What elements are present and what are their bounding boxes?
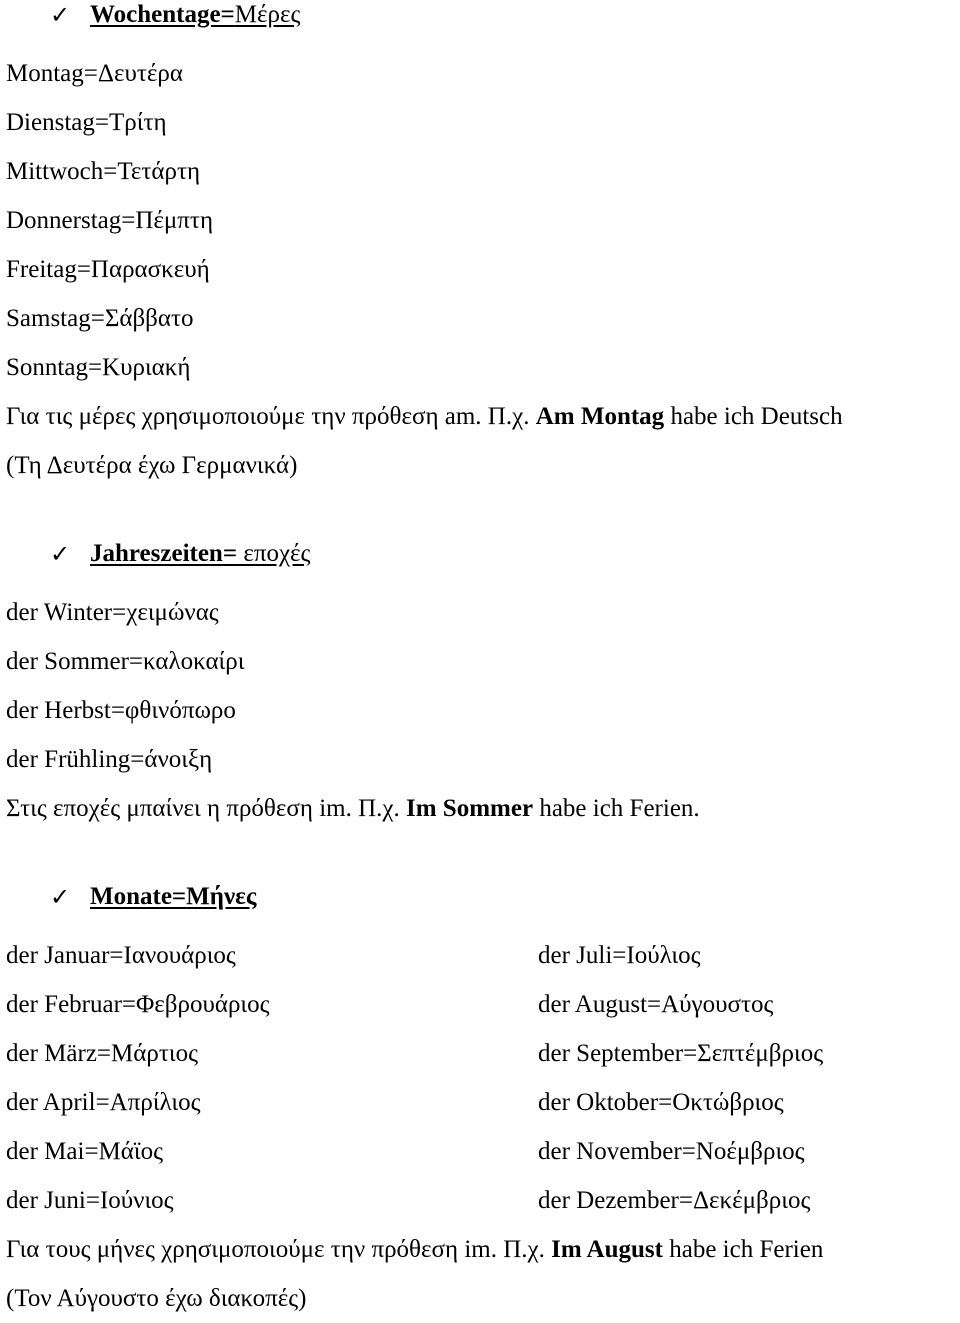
seasons-note <box>6 784 956 833</box>
season-item: der Sommer=καλοκαίρι <box>6 648 245 675</box>
month-item: der Mai=Μάϊος <box>6 1138 163 1165</box>
months-note-translation: (Τον Αύγουστο έχω διακοπές) <box>6 1285 307 1312</box>
weekday-item: Dienstag=Τρίτη <box>6 109 167 136</box>
months-row <box>6 1078 956 1127</box>
weekdays-heading-text <box>90 0 300 30</box>
weekdays-note-example: Am Montag <box>535 403 665 430</box>
checkmark-icon: ✓ <box>50 1 71 29</box>
seasons-note-example: Im Sommer <box>406 795 534 822</box>
months-note-example: Im August <box>551 1236 663 1263</box>
season-item: der Frühling=άνοιξη <box>6 746 213 773</box>
month-item: der Februar=Φεβρουάριος <box>6 991 270 1018</box>
months-note-prefix: Για τους μήνες χρησιμοποιούμε την πρόθεση im. Π.χ. <box>6 1236 552 1263</box>
month-item: der März=Μάρτιος <box>6 1040 198 1067</box>
weekdays-note <box>6 392 956 441</box>
months-row <box>6 1176 956 1225</box>
weekday-item: Mittwoch=Τετάρτη <box>6 158 201 185</box>
months-row <box>6 980 956 1029</box>
months-heading-de: Monate <box>90 883 172 910</box>
month-item: der November=Νοέμβριος <box>538 1138 805 1165</box>
season-item: der Winter=χειμώνας <box>6 599 219 626</box>
document-page <box>6 0 956 1323</box>
month-item: der Januar=Ιανουάριος <box>6 942 236 969</box>
weekdays-note-suffix: habe ich Deutsch <box>664 403 843 430</box>
weekday-item: Donnerstag=Πέμπτη <box>6 207 214 234</box>
seasons-heading <box>6 539 956 588</box>
month-item: der Juni=Ιούνιος <box>6 1187 174 1214</box>
spacer <box>6 490 956 539</box>
month-item: der September=Σεπτέμβριος <box>538 1040 824 1067</box>
section-weekdays <box>6 0 956 490</box>
month-item: der April=Απρίλιος <box>6 1089 201 1116</box>
weekday-item: Freitag=Παρασκευή <box>6 256 210 283</box>
months-row <box>6 1029 956 1078</box>
months-note-suffix: habe ich Ferien <box>662 1236 824 1263</box>
weekdays-note-prefix: Για τις μέρες χρησιμοποιούμε την πρόθεση am. Π.χ. <box>6 403 536 430</box>
season-item: der Herbst=φθινόπωρο <box>6 697 236 724</box>
month-item: der August=Αύγουστος <box>538 991 774 1018</box>
months-heading-gr: Μήνες <box>186 883 257 910</box>
weekday-item: Samstag=Σάββατο <box>6 305 194 332</box>
month-item: der Oktober=Οκτώβριος <box>538 1089 784 1116</box>
months-heading-text <box>90 882 256 912</box>
months-row <box>6 1127 956 1176</box>
seasons-heading-gr: εποχές <box>237 540 311 567</box>
months-heading <box>6 882 956 931</box>
months-heading-sep: = <box>171 883 187 910</box>
weekday-item: Sonntag=Κυριακή <box>6 354 191 381</box>
month-item: der Juli=Ιούλιος <box>538 942 701 969</box>
seasons-note-suffix: habe ich Ferien. <box>533 795 700 822</box>
weekdays-heading-sep: = <box>220 1 235 28</box>
spacer <box>6 833 956 882</box>
seasons-heading-de: Jahreszeiten <box>90 540 223 567</box>
month-item: der Dezember=Δεκέμβριος <box>538 1187 811 1214</box>
seasons-note-prefix: Στις εποχές μπαίνει η πρόθεση im. Π.χ. <box>6 795 406 822</box>
seasons-heading-text <box>90 539 310 569</box>
weekday-item: Montag=Δευτέρα <box>6 60 183 87</box>
weekdays-heading-gr: Μέρες <box>234 1 301 28</box>
checkmark-icon: ✓ <box>50 883 71 911</box>
weekdays-heading <box>6 0 956 49</box>
seasons-heading-sep: = <box>222 540 238 567</box>
weekdays-note-translation: (Τη Δευτέρα έχω Γερμανικά) <box>6 452 298 479</box>
months-row <box>6 931 956 980</box>
months-note <box>6 1225 956 1274</box>
weekdays-heading-de: Wochentage <box>90 1 221 28</box>
checkmark-icon: ✓ <box>50 540 71 568</box>
section-months <box>6 882 956 1323</box>
section-seasons <box>6 539 956 833</box>
